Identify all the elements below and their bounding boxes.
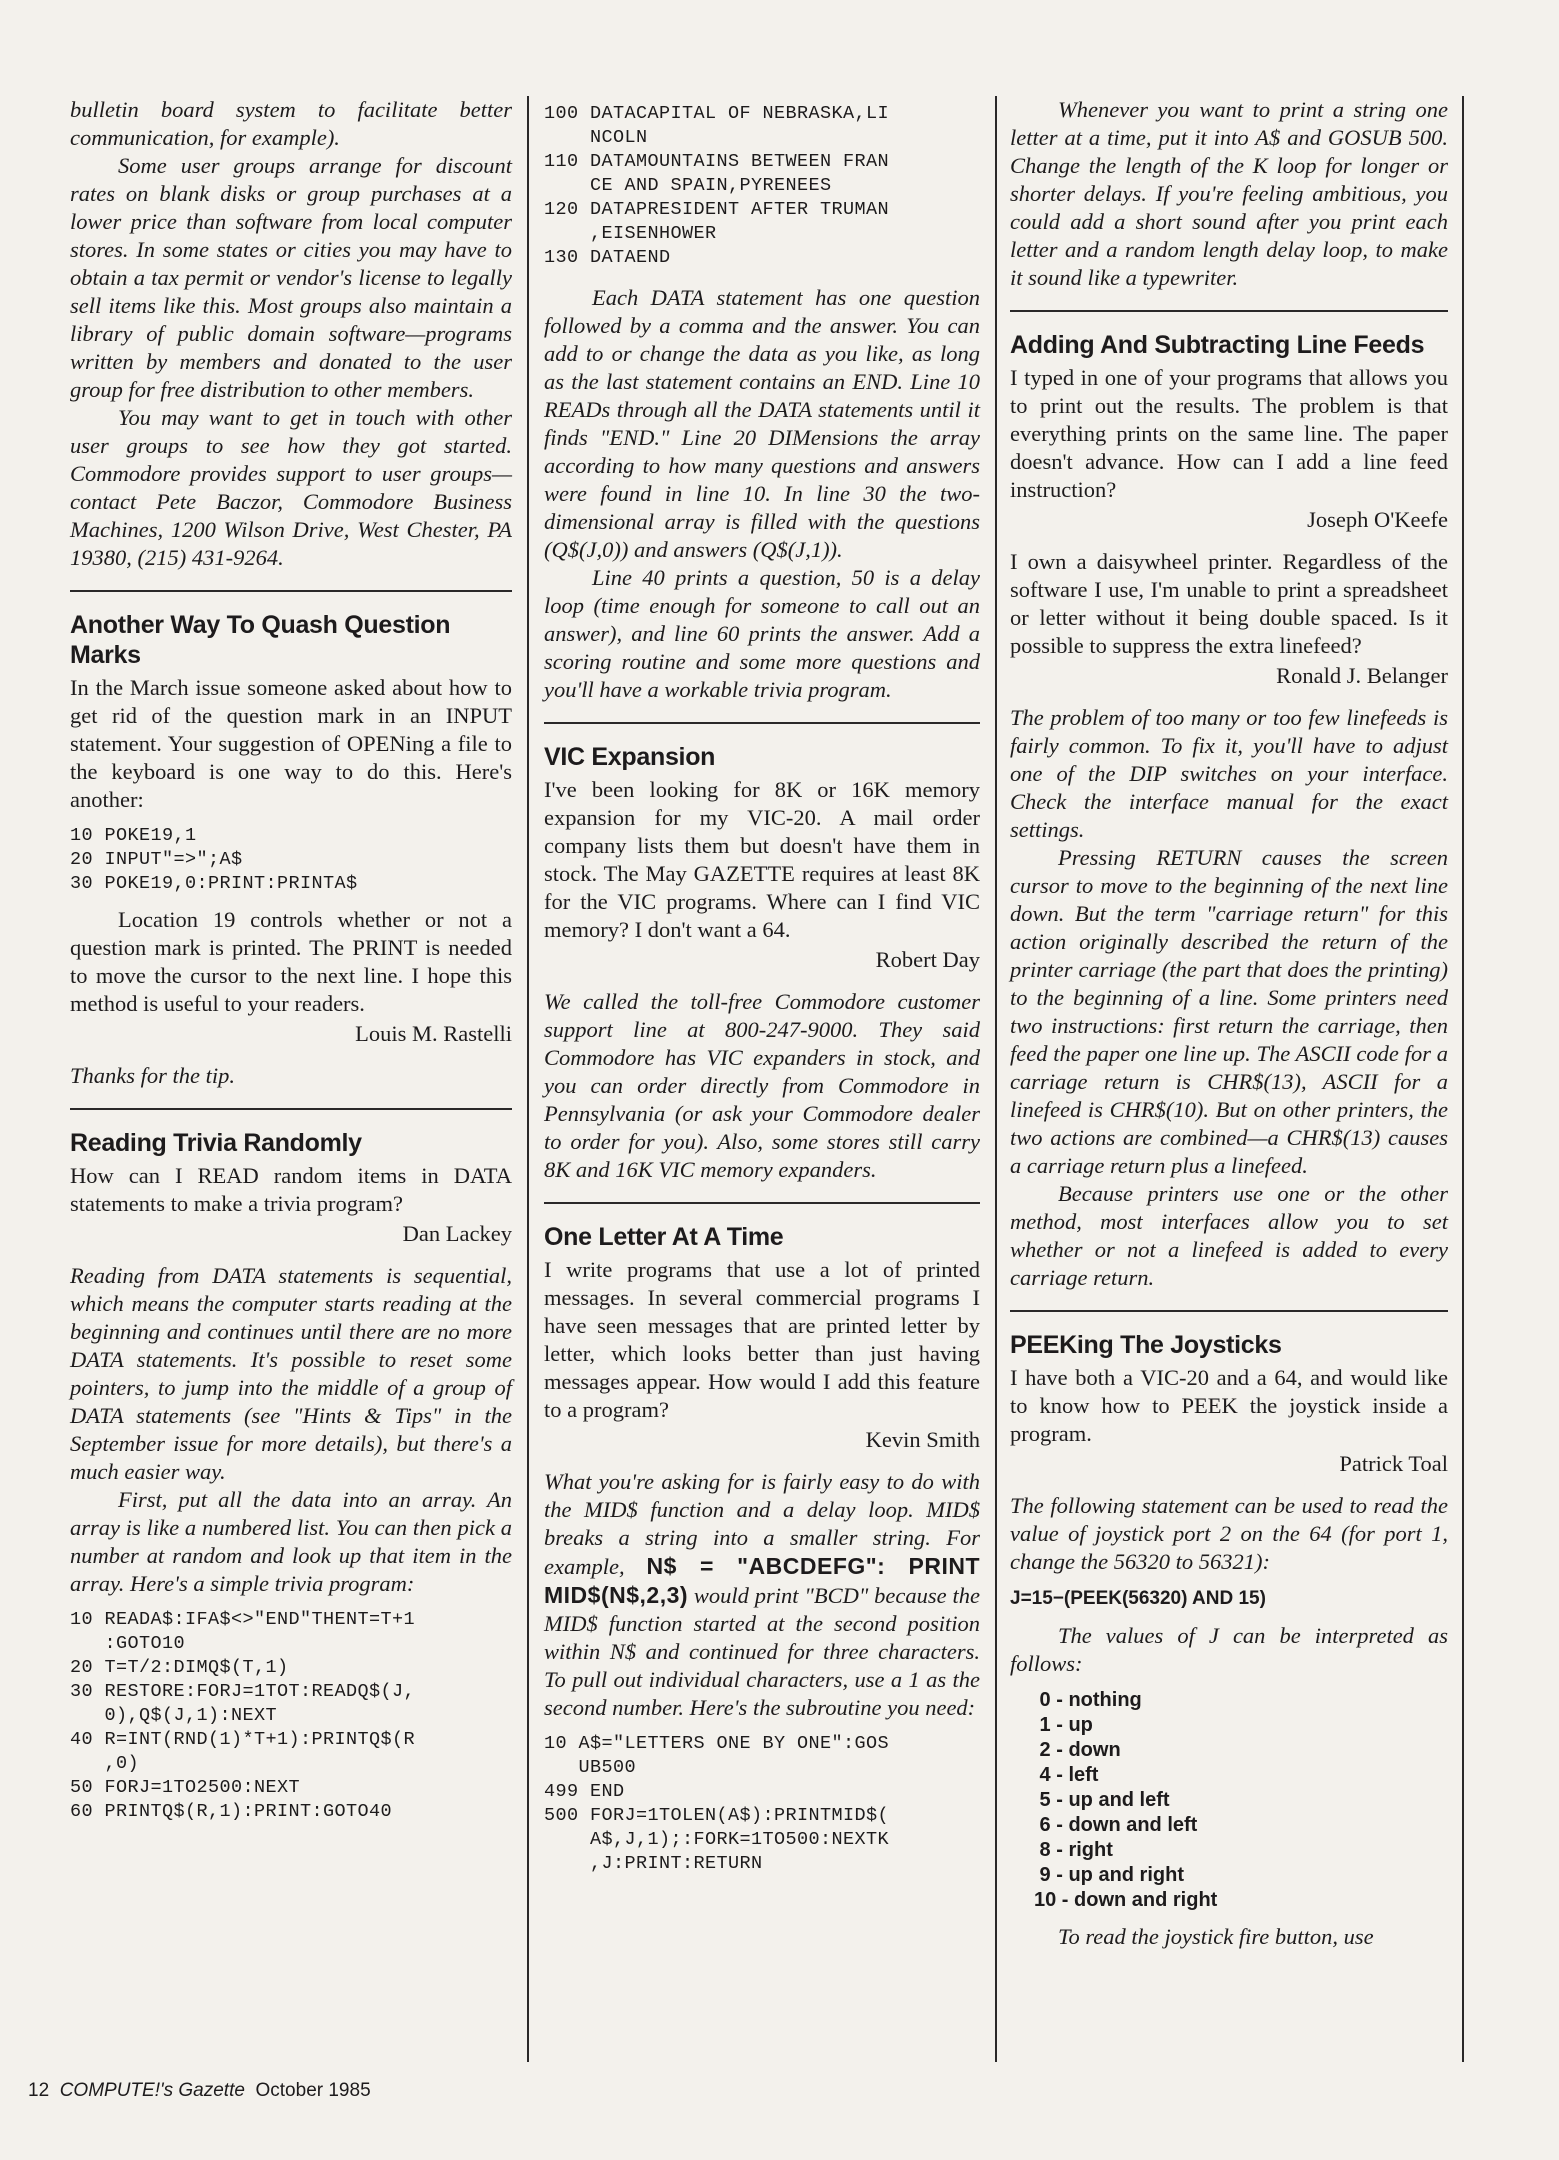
section-heading: One Letter At A Time <box>544 1223 784 1251</box>
code-listing: 10 READA$:IFA$<>"END"THENT=T+1 :GOTO10 20 T=T/2:DIMQ$(T,1) 30 RESTORE:FORJ=1TOT:READQ$(J, 0),Q$(J,1):NEXT 40 R=INT(RND(1)*T+1):PRINTQ$(R ,0) 50 FORJ=1TO2500:NEXT 60 PRINTQ$(R,1):PRINT:GOTO40 <box>70 1609 416 1822</box>
code-example: N$ = "ABCDEFG": PRINT MID$(N$,2,3) <box>544 1553 981 1608</box>
section-divider <box>1010 1310 1448 1312</box>
joystick-value: 4 - left <box>1034 1764 1099 1786</box>
letter-text: I typed in one of your programs that allows you to print out the results. The problem is that everything prints on the same line. The paper doesn't advance. How can I add a line feed instruction? <box>1010 365 1448 502</box>
letter-text: I've been looking for 8K or 16K memory expansion for my VIC-20. A mail order company lists them but doesn't have them in stock. The May GAZETTE requires at least 8K for the VIC programs. Where can I find VIC memory? I don't want a 64. <box>544 777 980 942</box>
code-listing: 100 DATACAPITAL OF NEBRASKA,LI NCOLN 110 DATAMOUNTAINS BETWEEN FRAN CE AND SPAIN,PYRENEES 120 DATAPRESIDENT AFTER TRUMAN ,EISENHOWER 130 DATAEND <box>544 103 890 268</box>
letter-text: How can I READ random items in DATA statements to make a trivia program? <box>70 1163 512 1216</box>
letter-signature: Patrick Toal <box>1339 1451 1448 1476</box>
joystick-values-list <box>1034 1688 1448 1913</box>
editor-reply: First, put all the data into an array. An array is like a numbered list. You can then pick a number at random and look up that item in the array. Here's a simple trivia program: <box>70 1487 512 1596</box>
section-heading: Reading Trivia Randomly <box>70 1129 362 1157</box>
publication-name: COMPUTE!'s Gazette <box>59 2080 245 2101</box>
joystick-value: 2 - down <box>1034 1739 1121 1761</box>
page-number: 12 <box>28 2080 50 2101</box>
paragraph: bulletin board system to facilitate better communication, for example). <box>70 97 512 150</box>
letter-signature: Joseph O'Keefe <box>1307 507 1448 532</box>
column-1 <box>70 96 512 2056</box>
section-heading: Adding And Subtracting Line Feeds <box>1010 331 1425 359</box>
reply-text: would print "BCD" because the MID$ function started at the second position within N$ and continued for three characters. To pull out individual characters, use a 1 as the second number. Here's the subroutine you need: <box>544 1583 981 1720</box>
joystick-value: 10 - down and right <box>1034 1889 1218 1911</box>
joystick-value: 1 - up <box>1034 1714 1093 1736</box>
editor-reply: Reading from DATA statements is sequential, which means the computer starts reading at the beginning and continues until there are no more DATA statements. It's possible to reset some pointers, to jump into the middle of a group of DATA statements (see "Hints & Tips" in the September issue for more details), but there's a much easier way. <box>70 1263 512 1484</box>
editor-reply: Thanks for the tip. <box>70 1063 236 1088</box>
joystick-formula: J=15−(PEEK(56320) AND 15) <box>1010 1588 1266 1609</box>
code-listing: 10 POKE19,1 20 INPUT"=>";A$ 30 POKE19,0:PRINT:PRINTA$ <box>70 825 358 894</box>
editor-reply: Whenever you want to print a string one letter at a time, put it into A$ and GOSUB 500. Change the length of the K loop for longer or shorter delays. If you're feeling ambitious, you could add a short sound after you print each letter and a random length delay loop, to make it sound like a typewriter. <box>1010 97 1448 290</box>
column-rule-1 <box>527 96 529 2062</box>
letter-text: In the March issue someone asked about how to get rid of the question mark in an INPUT statement. Your suggestion of OPENing a file to the keyboard is one way to do this. Here's another: <box>70 675 512 812</box>
column-rule-2 <box>995 96 997 2062</box>
section-heading: Another Way To Quash Question Marks <box>70 611 451 669</box>
editor-reply <box>544 1468 980 1722</box>
code-listing: 10 A$="LETTERS ONE BY ONE":GOS UB500 499 END 500 FORJ=1TOLEN(A$):PRINTMID$( A$,J,1);:FORK=1TO500:NEXTK ,J:PRINT:RETURN <box>544 1733 890 1874</box>
editor-reply: Line 40 prints a question, 50 is a delay loop (time enough for someone to call out an answer), and line 60 prints the answer. Add a scoring routine and some more questions and you'll have a workable trivia program. <box>544 565 980 702</box>
letter-text: I write programs that use a lot of printed messages. In several commercial programs I have seen messages that are printed letter by letter, which looks better than just having messages appear. How would I add this feature to a program? <box>544 1257 980 1422</box>
column-rule-3 <box>1462 96 1464 2062</box>
section-divider <box>70 1108 512 1110</box>
editor-reply: The values of J can be interpreted as follows: <box>1010 1623 1448 1676</box>
issue-date: October 1985 <box>255 2080 371 2101</box>
section-heading: VIC Expansion <box>544 743 716 771</box>
reply-text: What you're asking for is fairly easy to do with the MID$ function and a delay loop. MID$ breaks a string into a smaller string. For example, <box>544 1469 980 1579</box>
page-footer <box>28 2080 371 2102</box>
joystick-value: 6 - down and left <box>1034 1814 1198 1836</box>
joystick-value: 9 - up and right <box>1034 1864 1184 1886</box>
section-heading: PEEKing The Joysticks <box>1010 1331 1282 1359</box>
letter-text: Location 19 controls whether or not a question mark is printed. The PRINT is needed to move the cursor to the next line. I hope this method is useful to your readers. <box>70 907 512 1016</box>
letter-signature: Robert Day <box>875 947 980 972</box>
editor-reply: Pressing RETURN causes the screen cursor to move to the beginning of the next line down. But the term "carriage return" for this action originally described the return of the printer carriage (the part that does the printing) to the beginning of a line. Some printers need two instructions: first return the carriage, then feed the paper one line up. The ASCII code for a carriage return is CHR$(13), ASCII for a linefeed is CHR$(10). But on other printers, the two actions are combined—a CHR$(13) causes a carriage return plus a linefeed. <box>1010 845 1448 1178</box>
editor-reply: The following statement can be used to read the value of joystick port 2 on the 64 (for port 1, change the 56320 to 56321): <box>1010 1493 1448 1574</box>
joystick-value: 5 - up and left <box>1034 1789 1170 1811</box>
paragraph: You may want to get in touch with other user groups to see how they got started. Commodore provides support to user groups—contact Pete Baczor, Commodore Business Machines, 1200 Wilson Drive, West Chester, PA 19380, (215) 431-9264. <box>70 405 512 570</box>
section-divider <box>544 1202 980 1204</box>
section-divider <box>70 590 512 592</box>
section-divider <box>544 722 980 724</box>
joystick-value: 8 - right <box>1034 1839 1113 1861</box>
letter-text: I have both a VIC-20 and a 64, and would like to know how to PEEK the joystick inside a program. <box>1010 1365 1448 1446</box>
column-2 <box>544 96 980 2056</box>
letter-signature: Louis M. Rastelli <box>355 1021 512 1046</box>
letter-signature: Kevin Smith <box>865 1427 980 1452</box>
letter-signature: Dan Lackey <box>402 1221 512 1246</box>
editor-reply: To read the joystick fire button, use <box>1058 1924 1374 1949</box>
letter-signature: Ronald J. Belanger <box>1276 663 1448 688</box>
editor-reply: Each DATA statement has one question followed by a comma and the answer. You can add to or change the data as you like, as long as the last statement contains an END. Line 10 READs through all the DATA statements until it finds "END." Line 20 DIMensions the array according to how many questions and answers were found in line 10. In line 30 the two-dimensional array is filled with the questions (Q$(J,0)) and answers (Q$(J,1)). <box>544 285 980 562</box>
editor-reply: Because printers use one or the other method, most interfaces allow you to set whether or not a linefeed is added to every carriage return. <box>1010 1181 1448 1290</box>
editor-reply: We called the toll-free Commodore customer support line at 800-247-9000. They said Commodore has VIC expanders in stock, and you can order directly from Commodore in Pennsylvania (or ask your Commodore dealer to order for you). Also, some stores still carry 8K and 16K VIC memory expanders. <box>544 989 980 1182</box>
editor-reply: The problem of too many or too few linefeeds is fairly common. To fix it, you'll have to adjust one of the DIP switches on your interface. Check the interface manual for the exact settings. <box>1010 705 1448 842</box>
letter-text: I own a daisywheel printer. Regardless of the software I use, I'm unable to print a spreadsheet or letter without it being double spaced. Is it possible to suppress the extra linefeed? <box>1010 549 1448 658</box>
column-3 <box>1010 96 1448 2056</box>
paragraph: Some user groups arrange for discount rates on blank disks or group purchases at a lower price than software from local computer stores. In some states or cities you may have to obtain a tax permit or vendor's license to legally sell items like this. Most groups also maintain a library of public domain software—programs written by members and donated to the user group for free distribution to other members. <box>70 153 512 402</box>
joystick-value: 0 - nothing <box>1034 1689 1142 1711</box>
section-divider <box>1010 310 1448 312</box>
